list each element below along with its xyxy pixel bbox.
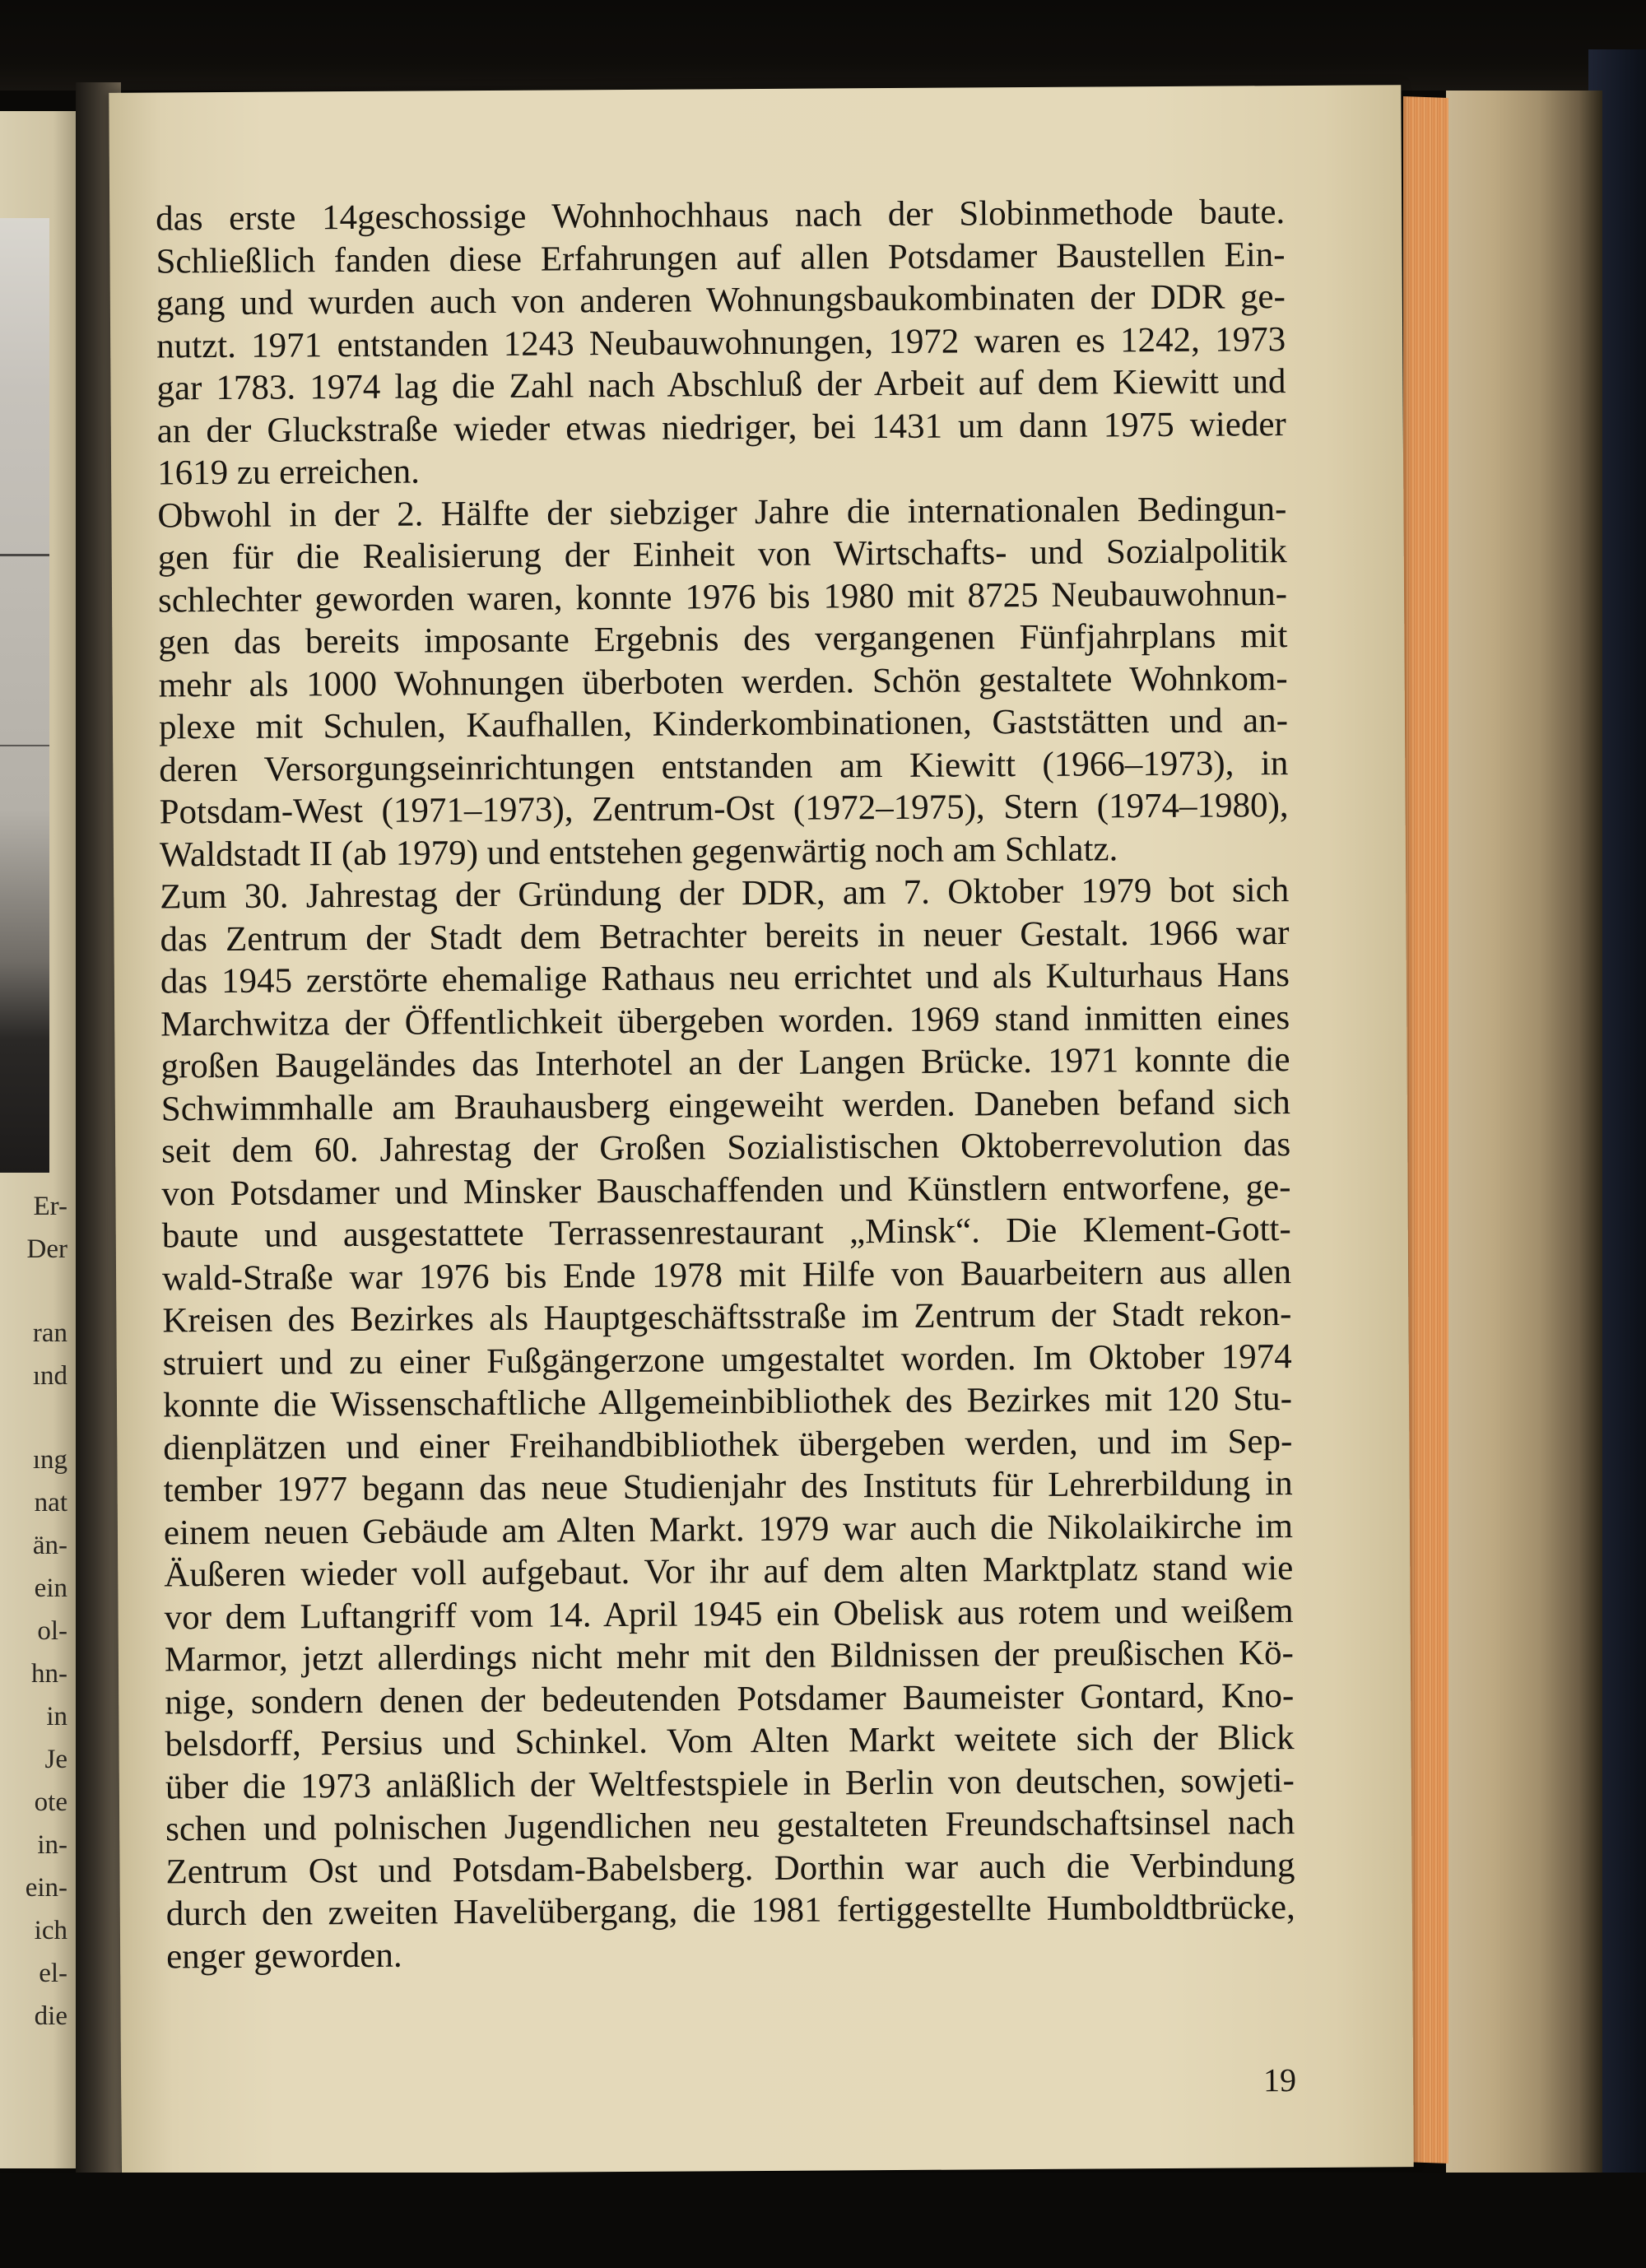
left-fragment: in: [46, 1702, 67, 1731]
text-line: schen und polnischen Jugendlichen neu gestalteten Freundschaftsinsel nach: [165, 1803, 1295, 1849]
text-line: das 1945 zerstörte ehemalige Rathaus neu errichtet und als Kulturhaus Hans: [160, 955, 1290, 1002]
left-fragment: Der: [26, 1234, 67, 1264]
text-line: mehr als 1000 Wohnungen überboten werden. Schön gestaltete Wohnkom-: [158, 658, 1288, 704]
left-fragment: nat: [34, 1488, 67, 1517]
left-fragment: in-: [37, 1830, 67, 1860]
left-fragment: hn-: [31, 1659, 67, 1689]
left-fragment: ol-: [37, 1616, 67, 1646]
left-page: [0, 111, 76, 2168]
left-page-photo: [0, 218, 49, 1173]
text-line: konnte die Wissenschaftliche Allgemeinbibliothek des Bezirkes mit 120 Stu-: [162, 1379, 1293, 1425]
text-line: enger geworden.: [165, 1936, 402, 1976]
cover-edge: [1446, 91, 1602, 2173]
text-line: Marchwitza der Öffentlichkeit übergeben worden. 1969 stand inmitten eines: [160, 997, 1290, 1043]
left-fragment: Er-: [33, 1192, 67, 1221]
left-fragment: die: [34, 2001, 67, 2031]
text-line: plexe mit Schulen, Kaufhallen, Kinderkombinationen, Gaststätten und an-: [158, 701, 1289, 747]
left-fragment: ran: [32, 1318, 67, 1348]
text-line: tember 1977 begann das neue Studienjahr des Instituts für Lehrerbildung in: [163, 1464, 1293, 1510]
spacer: [0, 1397, 67, 1438]
text-line: dienplätzen und einer Freihandbibliothek übergeben werden, und im Sep-: [163, 1421, 1293, 1467]
left-fragment: ote: [34, 1787, 67, 1817]
photo-rule: [0, 745, 49, 746]
text-line: Kreisen des Bezirkes als Hauptgeschäftsstraße im Zentrum der Stadt rekon-: [162, 1294, 1292, 1341]
text-line: Zum 30. Jahrestag der Gründung der DDR, am 7. Oktober 1979 bot sich: [160, 871, 1290, 917]
text-line: Äußeren wieder voll aufgebaut. Vor ihr auf dem alten Marktplatz stand wie: [164, 1549, 1294, 1595]
text-line: Potsdam-West (1971–1973), Zentrum-Ost (1972–1975), Stern (1974–1980),: [159, 786, 1289, 832]
text-line: nige, sondern denen der bedeutenden Potsdamer Baumeister Gontard, Kno-: [165, 1675, 1295, 1722]
left-fragment: ich: [34, 1916, 67, 1945]
page-number: 19: [1262, 2061, 1297, 2099]
text-line: belsdorff, Persius und Schinkel. Vom Alten Markt weitete sich der Blick: [165, 1718, 1295, 1764]
text-line: baute und ausgestattete Terrassenrestaurant „Minsk“. Die Klement-Gott-: [161, 1210, 1291, 1256]
spacer: [0, 1271, 67, 1312]
bottom-shadow: [0, 2173, 1646, 2268]
text-line: gen das bereits imposante Ergebnis des vergangenen Fünfjahrplans mit: [158, 616, 1288, 662]
text-line: über die 1973 anläßlich der Weltfestspiele in Berlin von deutschen, sowjeti-: [165, 1760, 1295, 1806]
left-fragment: Je: [44, 1745, 67, 1774]
text-line: schlechter geworden waren, konnte 1976 bis 1980 mit 8725 Neubauwohnun-: [157, 574, 1288, 620]
text-line: Obwohl in der 2. Hälfte der siebziger Jahre die internationalen Bedingun-: [157, 489, 1287, 535]
text-line: Schwimmhalle am Brauhausberg eingeweiht werden. Daneben befand sich: [160, 1082, 1290, 1128]
left-fragment: el-: [39, 1959, 67, 1988]
text-line: 1619 zu erreichen.: [156, 452, 421, 493]
text-line: gar 1783. 1974 lag die Zahl nach Abschluß der Arbeit auf dem Kiewitt und: [156, 362, 1286, 408]
text-line: deren Versorgungseinrichtungen entstanden am Kiewitt (1966–1973), in: [159, 743, 1289, 789]
text-line: Schließlich fanden diese Erfahrungen auf allen Potsdamer Baustellen Ein-: [156, 235, 1286, 281]
text-line: seit dem 60. Jahrestag der Großen Sozialistischen Oktoberrevolution das: [161, 1125, 1291, 1171]
text-line: das Zentrum der Stadt dem Betrachter bereits in neuer Gestalt. 1966 war: [160, 913, 1290, 959]
left-fragment: ınd: [32, 1361, 67, 1391]
text-line: das erste 14geschossige Wohnhochhaus nach der Slobinmethode baute.: [156, 193, 1286, 239]
text-line: vor dem Luftangriff vom 14. April 1945 ein Obelisk aus rotem und weißem: [164, 1591, 1294, 1637]
text-line: Zentrum Ost und Potsdam-Babelsberg. Dorthin war auch die Verbindung: [165, 1845, 1295, 1891]
text-line: gang und wurden auch von anderen Wohnungsbaukombinaten der DDR ge-: [156, 277, 1286, 323]
book-page: [109, 85, 1413, 2175]
text-line: einem neuen Gebäude am Alten Markt. 1979 war auch die Nikolaikirche im: [163, 1506, 1294, 1552]
text-line: Waldstadt II (ab 1979) und entstehen gegenwärtig noch am Schlatz.: [159, 829, 1118, 874]
text-line: Marmor, jetzt allerdings nicht mehr mit den Bildnissen der preußischen Kö-: [164, 1634, 1295, 1680]
left-fragment: ein: [34, 1573, 67, 1603]
photo-rule: [0, 554, 49, 556]
text-line: nutzt. 1971 entstanden 1243 Neubauwohnungen, 1972 waren es 1242, 1973: [156, 319, 1286, 365]
page-body-text: [156, 191, 1295, 1978]
text-line: von Potsdamer und Minsker Bauschaffenden und Künstlern entworfene, ge-: [161, 1167, 1291, 1213]
text-line: wald-Straße war 1976 bis Ende 1978 mit Hilfe von Bauarbeitern aus allen: [161, 1252, 1292, 1298]
left-page-text: [0, 1185, 67, 2038]
left-fragment: än-: [32, 1531, 67, 1560]
left-fragment: ıng: [32, 1445, 67, 1475]
left-fragment: ein-: [25, 1873, 67, 1903]
text-line: an der Gluckstraße wieder etwas niedriger, bei 1431 um dann 1975 wieder: [156, 404, 1286, 450]
text-line: durch den zweiten Havelübergang, die 1981 fertiggestellte Humboldtbrücke,: [165, 1888, 1295, 1934]
text-line: gen für die Realisierung der Einheit von Wirtschafts- und Sozialpolitik: [157, 532, 1287, 578]
top-shadow: [0, 0, 1646, 91]
text-line: struiert und zu einer Fußgängerzone umgestaltet worden. Im Oktober 1974: [162, 1336, 1292, 1383]
text-line: großen Baugeländes das Interhotel an der Langen Brücke. 1971 konnte die: [160, 1040, 1290, 1086]
